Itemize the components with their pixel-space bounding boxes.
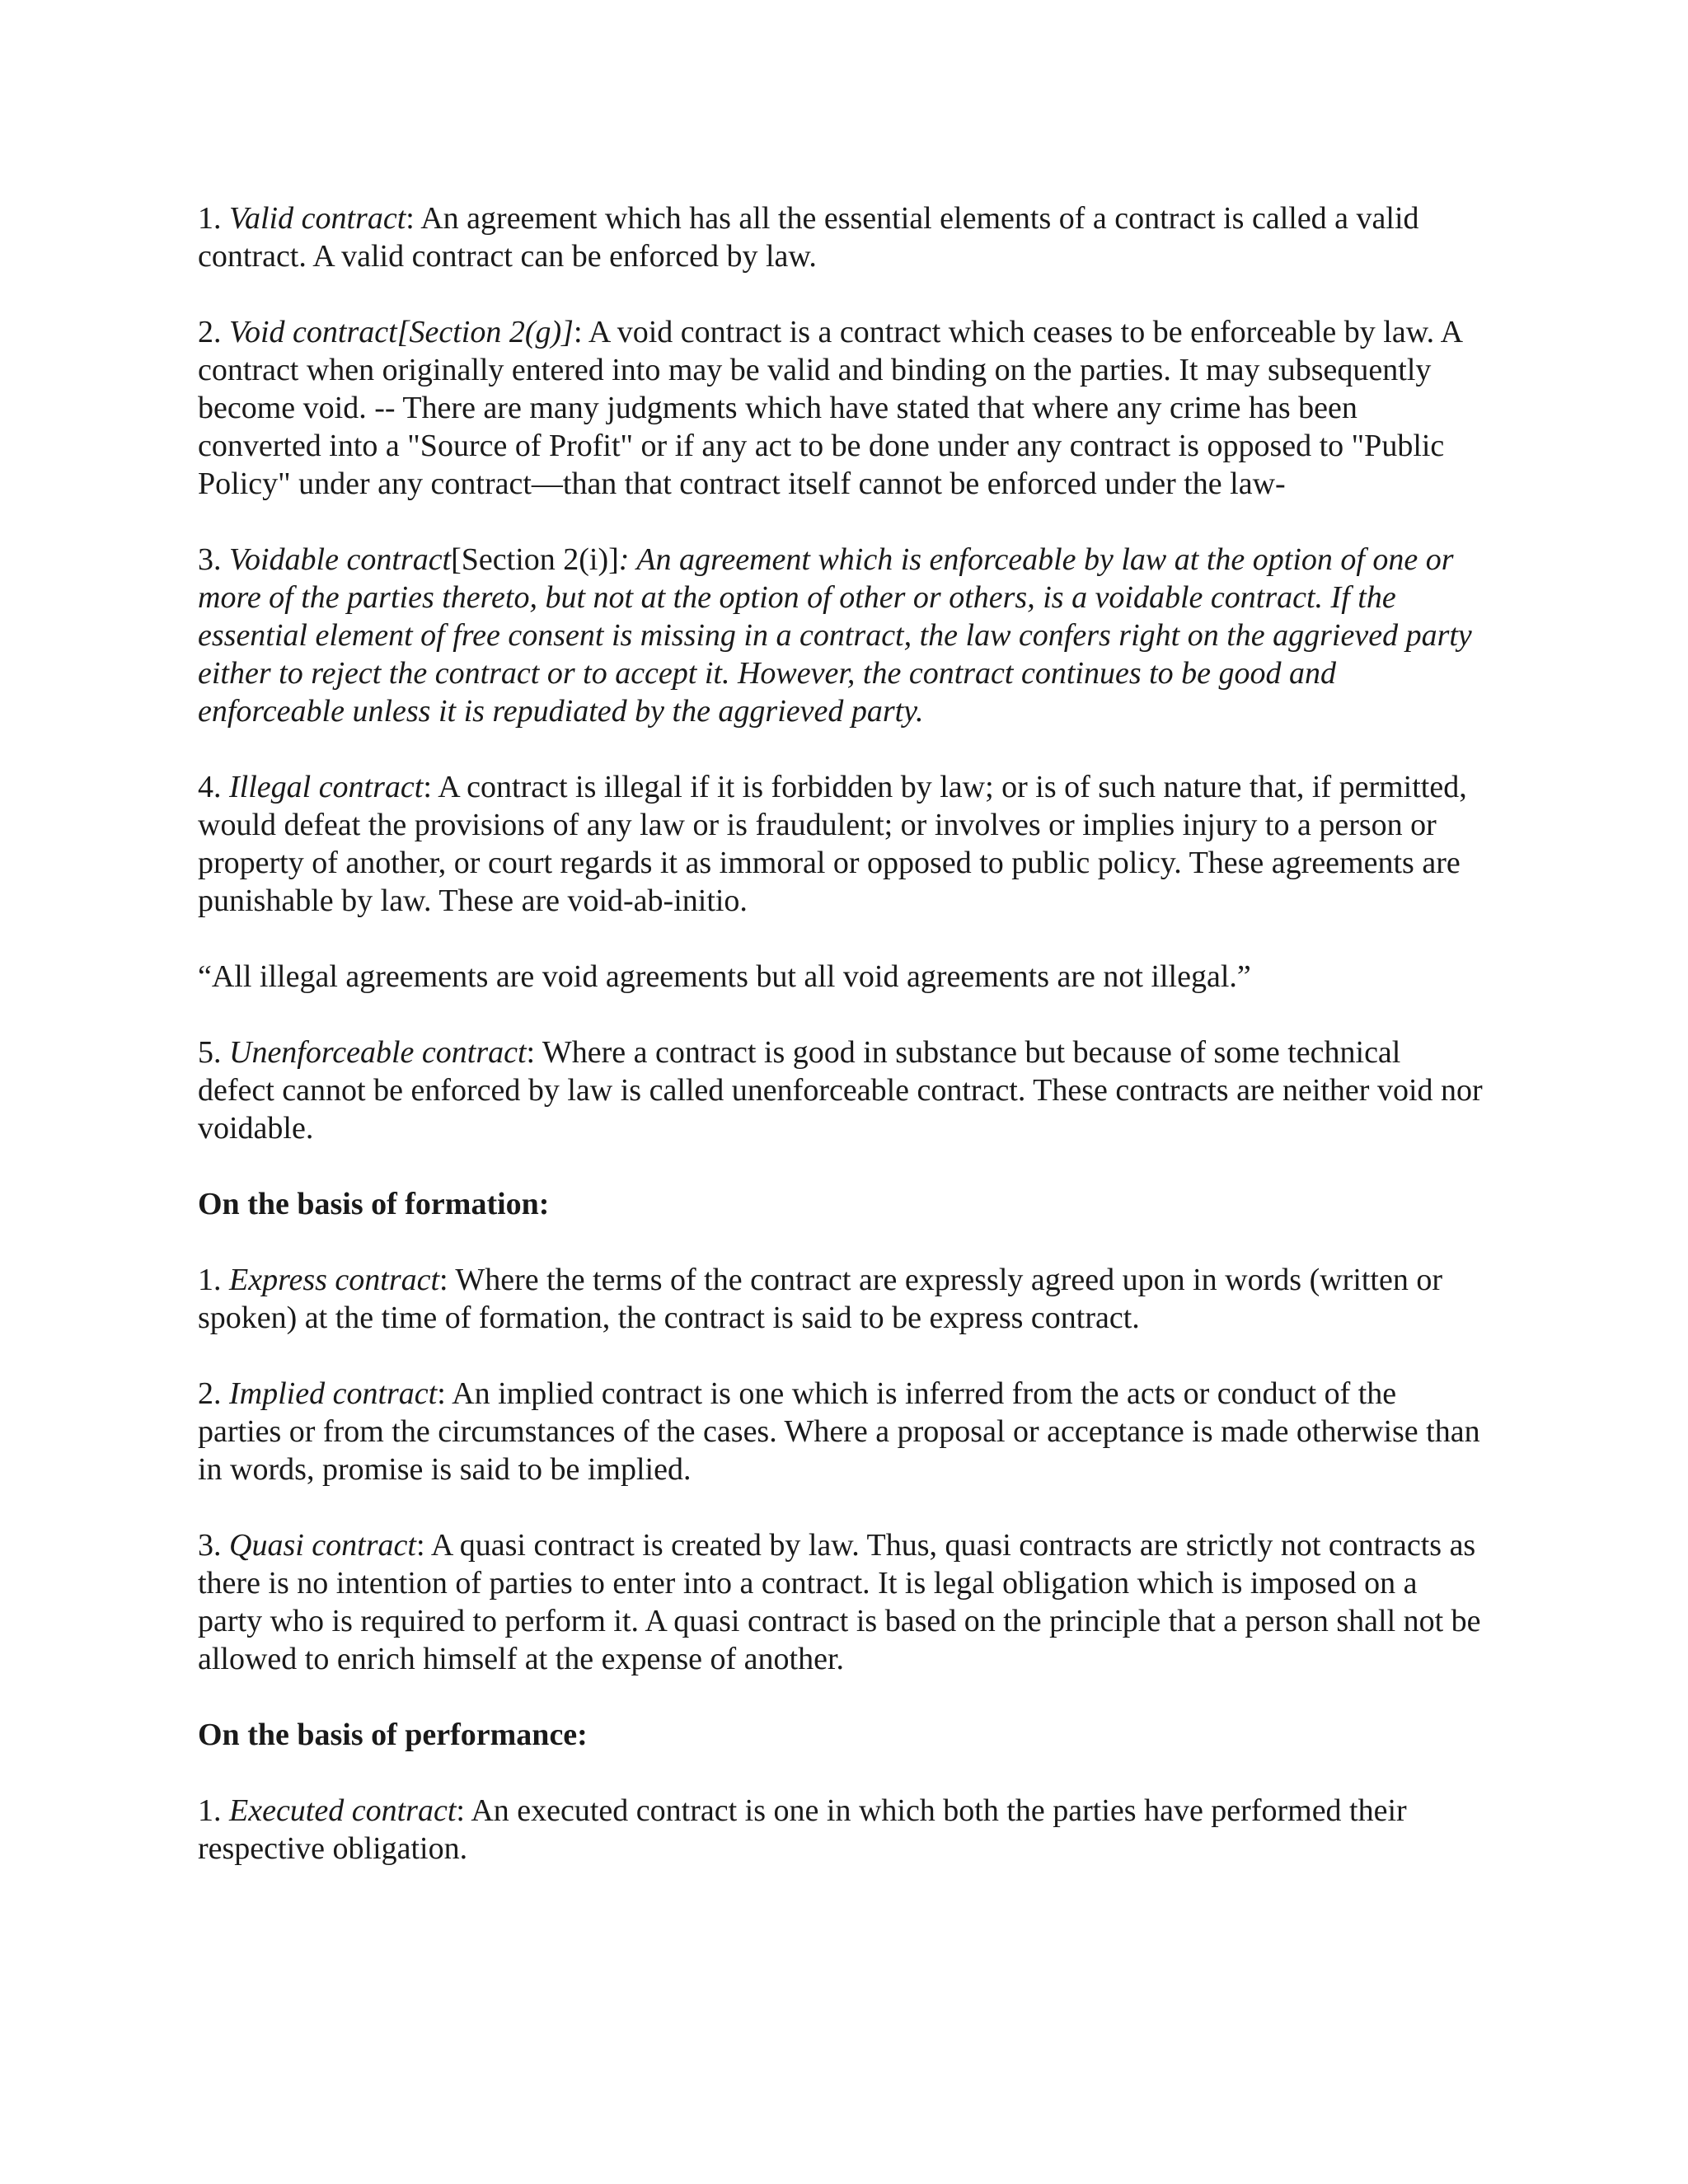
section-heading-performance: On the basis of performance: <box>198 1718 588 1752</box>
item-number: 2. <box>198 315 222 349</box>
section-heading-formation: On the basis of formation: <box>198 1187 550 1221</box>
item-text: : A quasi contract is created by law. Thus, quasi contracts are strictly not contracts as there is no intention of parties to enter into a contract. It is legal obligation which is imposed on a party who is required to perform it. A quasi contract is based on the principle that a person shall not be allowed to enrich himself at the expense of another. <box>198 1528 1481 1676</box>
item-term: Voidable contract <box>229 542 452 577</box>
item-term: Unenforceable contract <box>229 1035 527 1070</box>
item-number: 3. <box>198 1528 222 1563</box>
item-express-contract <box>198 1261 1484 1337</box>
item-number: 1. <box>198 1263 222 1297</box>
item-void-contract <box>198 313 1484 503</box>
item-number: 2. <box>198 1376 222 1411</box>
item-reference: [Section 2(i)] <box>451 542 619 577</box>
item-implied-contract <box>198 1375 1484 1488</box>
item-illegal-contract <box>198 768 1484 920</box>
item-text: : Where a contract is good in substance but because of some technical defect cannot be enforced by law is called unenforceable contract. These contracts are neither void nor voidable. <box>198 1035 1483 1146</box>
item-text: : An implied contract is one which is inferred from the acts or conduct of the parties or from the circumstances of the cases. Where a proposal or acceptance is made otherwise than in words, promise is said to be implied. <box>198 1376 1480 1487</box>
item-number: 1. <box>198 201 222 236</box>
item-number: 4. <box>198 770 222 804</box>
item-term: Express contract <box>229 1263 440 1297</box>
item-executed-contract <box>198 1792 1484 1868</box>
item-text: : An agreement which is enforceable by law at the option of one or more of the parties thereto, but not at the option of other or others, is a voidable contract. If the essential element of free consent is missing in a contract, the law confers right on the aggrieved party either to reject the contract or to accept it. However, the contract continues to be good and enforceable unless it is repudiated by the aggrieved party. <box>198 542 1472 729</box>
item-term: Executed contract <box>229 1793 457 1828</box>
quote: “All illegal agreements are void agreements but all void agreements are not illegal.” <box>198 959 1251 994</box>
item-text: : A contract is illegal if it is forbidden by law; or is of such nature that, if permitted, would defeat the provisions of any law or is fraudulent; or involves or implies injury to a person or property of another, or court regards it as immoral or opposed to public policy. These agreements are punishable by law. These are void-ab-initio. <box>198 770 1467 918</box>
item-number: 5. <box>198 1035 222 1070</box>
item-voidable-contract <box>198 541 1484 730</box>
item-unenforceable-contract <box>198 1033 1484 1147</box>
item-term: Void contract[Section 2(g)] <box>229 315 574 349</box>
item-valid-contract <box>198 199 1484 275</box>
item-quasi-contract <box>198 1526 1484 1678</box>
item-term: Quasi contract <box>229 1528 416 1563</box>
item-text: : An agreement which has all the essential elements of a contract is called a valid contract. A valid contract can be enforced by law. <box>198 201 1419 274</box>
item-number: 1. <box>198 1793 222 1828</box>
item-number: 3. <box>198 542 222 577</box>
item-text: : Where the terms of the contract are expressly agreed upon in words (written or spoken) at the time of formation, the contract is said to be express contract. <box>198 1263 1443 1335</box>
item-term: Illegal contract <box>229 770 424 804</box>
item-text: : An executed contract is one in which both the parties have performed their respective obligation. <box>198 1793 1407 1866</box>
item-text: : A void contract is a contract which ceases to be enforceable by law. A contract when originally entered into may be valid and binding on the parties. It may subsequently become void. -- There are many judgments which have stated that where any crime has been converted into a "Source of Profit" or if any act to be done under any contract is opposed to "Public Policy" under any contract—than that contract itself cannot be enforced under the law- <box>198 315 1461 501</box>
item-term: Valid contract <box>229 201 406 236</box>
document-body <box>198 199 1484 1905</box>
item-term: Implied contract <box>229 1376 438 1411</box>
